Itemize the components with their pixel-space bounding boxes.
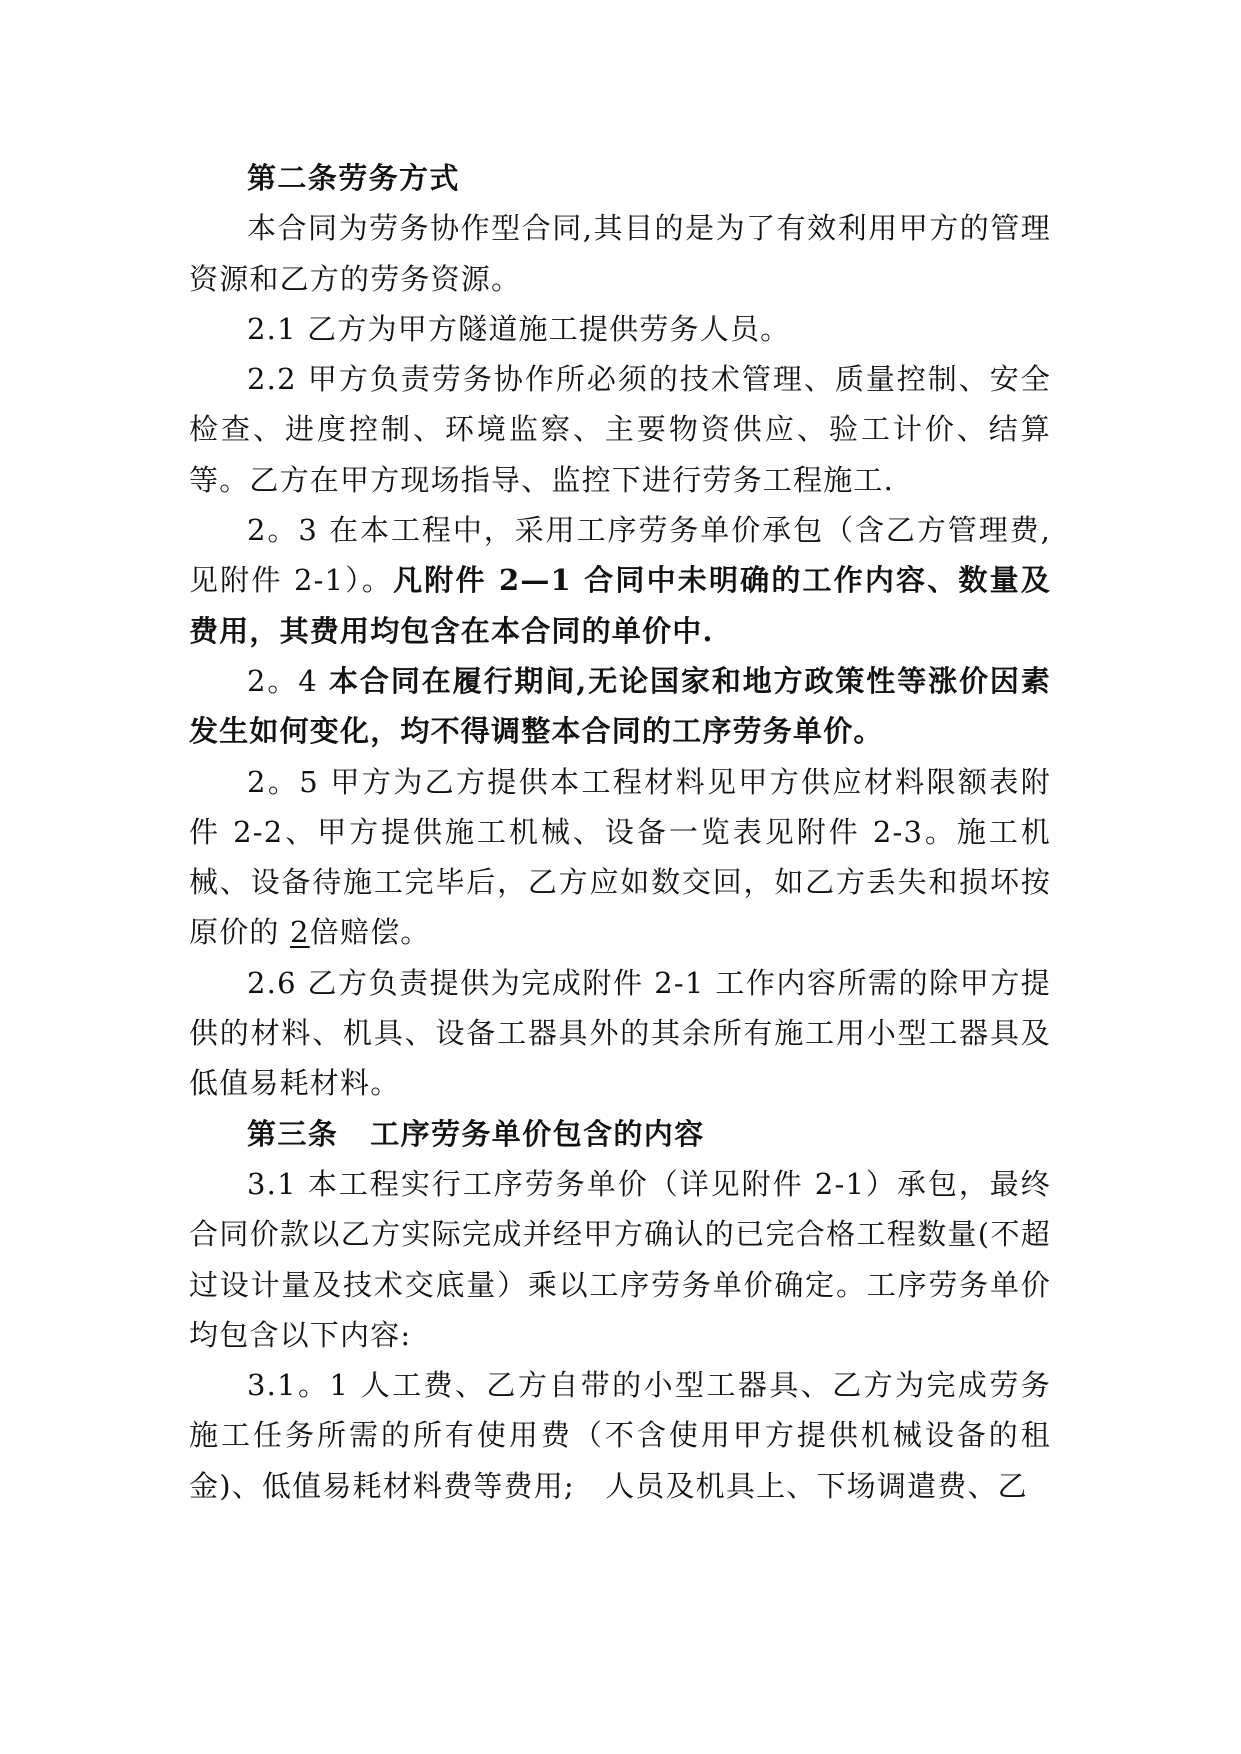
clause-3-1-1-text: 3.1。1 人工费、乙方自带的小型工器具、乙方为完成劳务施工任务所需的所有使用费（不含使用甲方提供机械设备的租金)、低值易耗材料费等费用; 人员及机具上、下场调遣费、乙 — [189, 1368, 1051, 1503]
section-3-heading-number: 第三条 — [247, 1116, 339, 1151]
clause-2-2 — [189, 354, 1051, 505]
clause-3-1-1 — [189, 1360, 1051, 1511]
section-2-heading-text: 第二条劳务方式 — [247, 161, 460, 195]
section-2-intro — [189, 203, 1051, 304]
clause-2-5-text: 2。5 甲方为乙方提供本工程材料见甲方供应材料限额表附件 2-2、甲方提供施工机械、设备一览表见附件 2-3。施工机械、设备待施工完毕后，乙方应如数交回，如乙方丢失和损坏按原价的 — [189, 764, 1051, 950]
section-2-heading — [189, 153, 1051, 203]
section-2-intro-text: 本合同为劳务协作型合同,其目的是为了有效利用甲方的管理资源和乙方的劳务资源。 — [189, 211, 1051, 296]
clause-2-1-text: 2.1 乙方为甲方隧道施工提供劳务人员。 — [247, 311, 791, 346]
clause-2-4 — [189, 656, 1051, 757]
clause-3-1 — [189, 1159, 1051, 1360]
clause-2-1 — [189, 304, 1051, 354]
section-3-heading — [189, 1109, 1051, 1159]
clause-2-3-bold-text: 凡附件 2—1 合同中未明确的工作内容、数量及费用，其费用均包含在本合同的单价中. — [189, 563, 1052, 648]
section-3-heading-title: 工序劳务单价包含的内容 — [370, 1116, 705, 1151]
clause-3-1-text: 3.1 本工程实行工序劳务单价（详见附件 2-1）承包，最终合同价款以乙方实际完成并经甲方确认的已完合格工程数量(不超过设计量及技术交底量）乘以工序劳务单价确定。工序劳务单价均包含以下内容: — [189, 1166, 1051, 1352]
clause-2-5-text-end: 倍赔偿。 — [309, 915, 431, 950]
clause-2-4-number: 2。4 — [247, 663, 330, 698]
clause-2-6-text: 2.6 乙方负责提供为完成附件 2-1 工作内容所需的除甲方提供的材料、机具、设备工器具外的其余所有施工用小型工器具及低值易耗材料。 — [189, 965, 1051, 1101]
clause-2-2-text: 2.2 甲方负责劳务协作所必须的技术管理、质量控制、安全检查、进度控制、环境监察、主要物资供应、验工计价、结算等。乙方在甲方现场指导、监控下进行劳务工程施工. — [189, 362, 1051, 497]
clause-2-5 — [189, 757, 1051, 958]
clause-2-4-bold-text: 本合同在履行期间,无论国家和地方政策性等涨价因素发生如何变化，均不得调整本合同的工序劳务单价。 — [189, 663, 1052, 749]
clause-2-3-text: 2。3 在本工程中，采用工序劳务单价承包（含乙方管理费,见附件 2-1）。 — [189, 513, 1051, 598]
clause-2-5-multiplier: 2 — [290, 915, 310, 950]
clause-2-6 — [189, 958, 1051, 1109]
document-body — [189, 153, 1051, 1511]
clause-2-3 — [189, 505, 1051, 656]
